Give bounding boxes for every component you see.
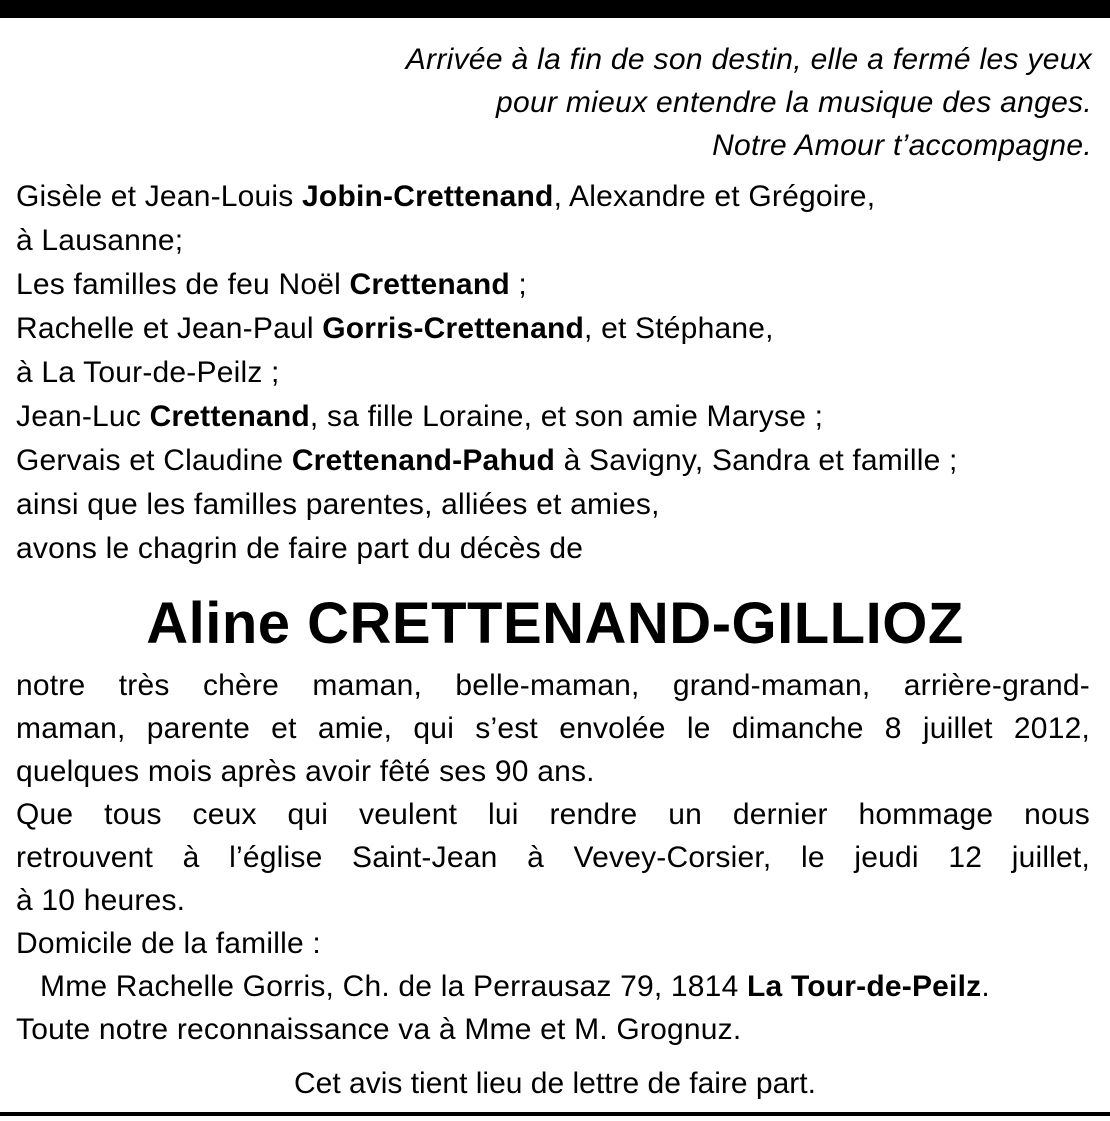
address-text: .: [981, 970, 990, 1003]
family-address: [16, 965, 1090, 1008]
family-line: [16, 307, 958, 351]
family-text: ;: [509, 268, 527, 301]
family-text: , sa fille Loraine, et son amie Maryse ;: [309, 400, 824, 433]
family-text: Rachelle et Jean-Paul: [16, 312, 323, 345]
epigraph-line: Notre Amour t’accompagne.: [712, 129, 1092, 162]
epigraph: [406, 38, 1092, 167]
family-surname: Jobin-Crettenand: [302, 180, 554, 213]
tribute-paragraph: [16, 664, 1090, 793]
epigraph-line: pour mieux entendre la musique des anges.: [496, 86, 1092, 119]
top-border-rule: [0, 0, 1110, 18]
family-text: à Savigny, Sandra et famille ;: [555, 444, 958, 477]
family-surname: Crettenand: [349, 268, 510, 301]
family-line: [16, 263, 958, 307]
bottom-border-rule: [0, 1112, 1110, 1116]
family-surname: Crettenand-Pahud: [291, 444, 556, 477]
body-line: à 10 heures.: [16, 884, 186, 917]
family-text: , Alexandre et Grégoire,: [553, 180, 876, 213]
body-line: Que tous ceux qui veulent lui rendre un dernier hommage nous: [16, 798, 1090, 831]
family-line: [16, 395, 958, 439]
notice-body: [16, 664, 1090, 1051]
family-line: à Lausanne;: [16, 224, 184, 257]
family-line: [16, 439, 958, 483]
deceased-name: Aline CRETTENAND-GILLIOZ: [146, 591, 964, 656]
closing-note: Cet avis tient lieu de lettre de faire part.: [294, 1067, 816, 1100]
family-line: [16, 175, 958, 219]
ceremony-paragraph: [16, 793, 1090, 922]
family-line: ainsi que les familles parentes, alliées et amies,: [16, 488, 660, 521]
family-text: Les familles de feu Noël: [16, 268, 350, 301]
family-line: avons le chagrin de faire part du décès de: [16, 532, 584, 565]
body-line: retrouvent à l’église Saint-Jean à Vevey-Corsier, le jeudi 12 juillet,: [16, 841, 1090, 874]
epigraph-line: Arrivée à la fin de son destin, elle a fermé les yeux: [405, 43, 1092, 76]
family-text: Gervais et Claudine: [16, 444, 292, 477]
family-text: , et Stéphane,: [584, 312, 774, 345]
address-text: Mme Rachelle Gorris, Ch. de la Perrausaz 79, 1814: [40, 970, 747, 1003]
body-line: quelques mois après avoir fêté ses 90 ans.: [16, 755, 595, 788]
address-town: La Tour-de-Peilz: [747, 970, 982, 1003]
thanks-line: Toute notre reconnaissance va à Mme et M. Grognuz.: [16, 1013, 742, 1046]
family-text: Jean-Luc: [16, 400, 150, 433]
domicile-label: Domicile de la famille :: [16, 927, 321, 960]
family-surname: Gorris-Crettenand: [322, 312, 585, 345]
family-text: Gisèle et Jean-Louis: [16, 180, 303, 213]
family-surname: Crettenand: [149, 400, 310, 433]
family-announcement: [16, 175, 958, 571]
body-line: notre très chère maman, belle-maman, grand-maman, arrière-grand-: [16, 669, 1090, 702]
body-line: maman, parente et amie, qui s’est envolée le dimanche 8 juillet 2012,: [16, 712, 1090, 745]
family-line: à La Tour-de-Peilz ;: [16, 356, 280, 389]
